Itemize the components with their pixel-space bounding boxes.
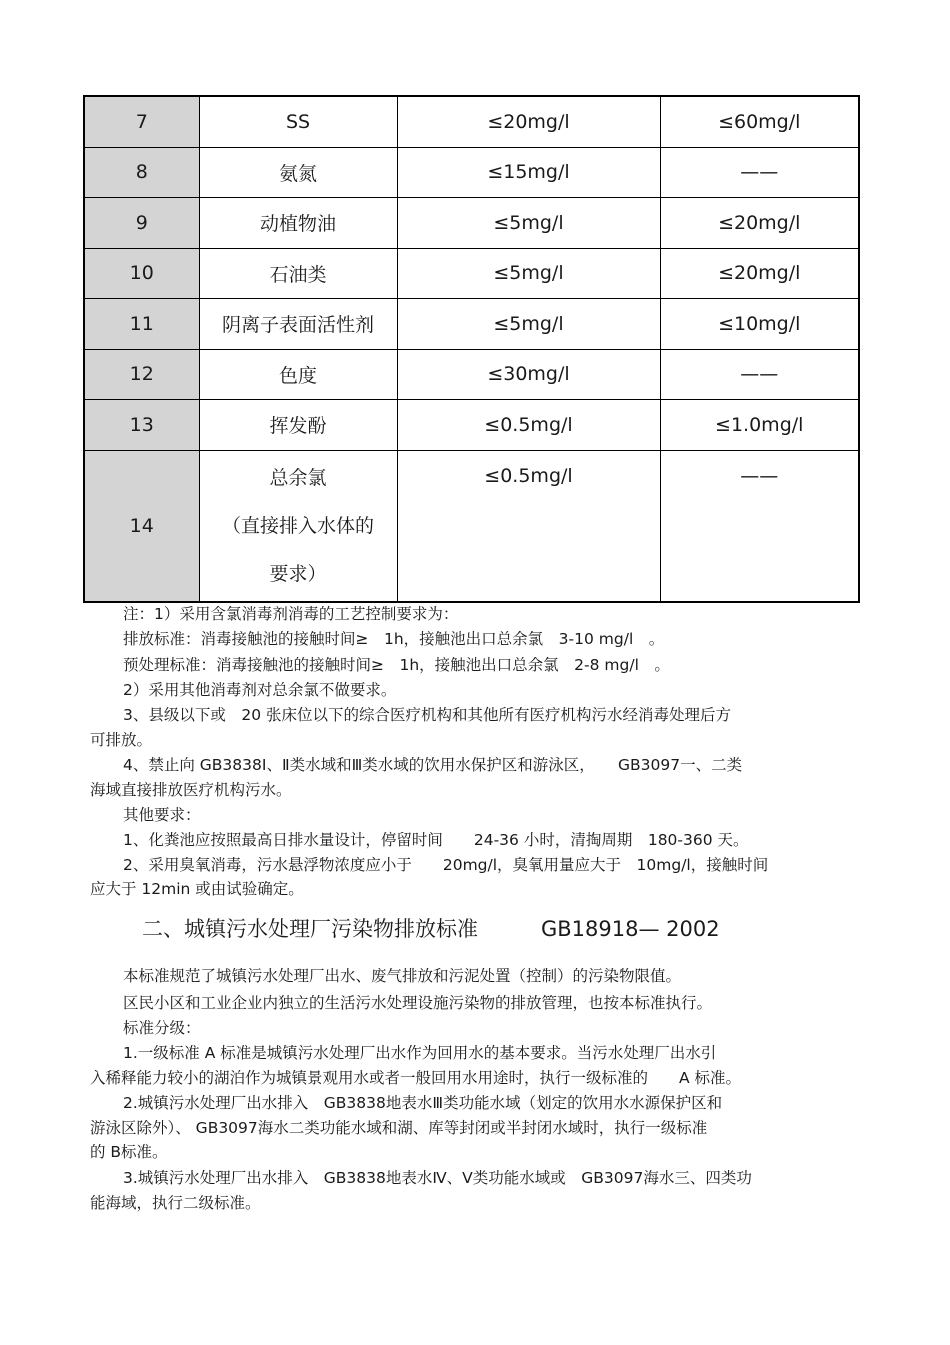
limit-value-1: ≤0.5mg/l — [397, 450, 660, 602]
pollutant-name: 石油类 — [199, 248, 397, 299]
table-row — [84, 248, 859, 299]
section-line: 3.城镇污水处理厂出水排入 GB3838地表水Ⅳ、Ⅴ类功能水域或 GB3097海水三、四类功 — [123, 1169, 752, 1187]
section-line: 区民小区和工业企业内独立的生活污水处理设施污染物的排放管理，也按本标准执行。 — [123, 994, 713, 1012]
table-row — [84, 198, 859, 249]
section-heading: 二、城镇污水处理厂污染物排放标准 GB18918— 2002 — [142, 917, 720, 941]
row-number: 11 — [84, 299, 199, 350]
limit-value-1: ≤5mg/l — [397, 198, 660, 249]
table-row — [84, 96, 859, 147]
section-line: 标准分级： — [123, 1019, 201, 1037]
row-number: 7 — [84, 96, 199, 147]
table-row — [84, 299, 859, 350]
note-line: 应大于 12min 或由试验确定。 — [90, 880, 304, 898]
row-number: 8 — [84, 147, 199, 198]
note-line: 2、采用臭氧消毒，污水悬浮物浓度应小于 20mg/l，臭氧用量应大于 10mg/l，接触时间 — [123, 856, 769, 874]
table-row — [84, 400, 859, 451]
limit-value-2: ≤1.0mg/l — [660, 400, 859, 451]
note-line: 其他要求： — [123, 806, 201, 824]
limit-value-2: ≤20mg/l — [660, 248, 859, 299]
note-line: 1、化粪池应按照最高日排水量设计，停留时间 24-36 小时，清掏周期 180-360 天。 — [123, 831, 749, 849]
pollutant-name: 氨氮 — [199, 147, 397, 198]
note-line: 4、禁止向 GB3838Ⅰ、Ⅱ类水域和Ⅲ类水域的饮用水保护区和游泳区， GB3097一、二类 — [123, 756, 743, 774]
row-number: 13 — [84, 400, 199, 451]
table-row — [84, 147, 859, 198]
pollutant-name-line: 总余氯 — [269, 466, 327, 489]
limit-value-2: —— — [660, 349, 859, 400]
section-line: 能海域，执行二级标准。 — [90, 1194, 261, 1212]
section-line: 游泳区除外）、 GB3097海水二类功能水域和湖、库等封闭或半封闭水域时，执行一级标准 — [90, 1119, 708, 1137]
row-number: 9 — [84, 198, 199, 249]
limit-value-2: ≤60mg/l — [660, 96, 859, 147]
note-line: 2）采用其他消毒剂对总余氯不做要求。 — [123, 681, 397, 699]
pollutant-name — [199, 450, 397, 602]
pollutant-limits-table — [83, 95, 860, 603]
limit-value-1: ≤5mg/l — [397, 299, 660, 350]
row-number: 12 — [84, 349, 199, 400]
section-line: 1.一级标准 A 标准是城镇污水处理厂出水作为回用水的基本要求。当污水处理厂出水引 — [123, 1044, 717, 1062]
limit-value-1: ≤5mg/l — [397, 248, 660, 299]
section-line: 2.城镇污水处理厂出水排入 GB3838地表水Ⅲ类功能水域（划定的饮用水水源保护区和 — [123, 1094, 723, 1112]
limit-value-2: ≤10mg/l — [660, 299, 859, 350]
note-line: 可排放。 — [90, 731, 153, 749]
limit-value-2: —— — [660, 450, 859, 602]
limit-value-1: ≤15mg/l — [397, 147, 660, 198]
limit-value-2: —— — [660, 147, 859, 198]
limit-value-1: ≤30mg/l — [397, 349, 660, 400]
section-line: 的 B标准。 — [90, 1143, 168, 1161]
pollutant-name-line: 要求） — [269, 562, 327, 585]
table-row — [84, 349, 859, 400]
pollutant-name: 动植物油 — [199, 198, 397, 249]
pollutant-name: 色度 — [199, 349, 397, 400]
pollutant-name: 挥发酚 — [199, 400, 397, 451]
section-line: 入稀释能力较小的湖泊作为城镇景观用水或者一般回用水用途时，执行一级标准的 A 标准。 — [90, 1069, 742, 1087]
table-row — [84, 450, 859, 602]
note-line: 3、县级以下或 20 张床位以下的综合医疗机构和其他所有医疗机构污水经消毒处理后方 — [123, 706, 732, 724]
limit-value-1: ≤20mg/l — [397, 96, 660, 147]
note-line: 预处理标准：消毒接触池的接触时间≥ 1h，接触池出口总余氯 2-8 mg/l 。 — [123, 656, 670, 674]
note-line: 注：1）采用含氯消毒剂消毒的工艺控制要求为： — [123, 605, 459, 623]
section-line: 本标准规范了城镇污水处理厂出水、废气排放和污泥处置（控制）的污染物限值。 — [123, 967, 682, 985]
pollutant-name: SS — [199, 96, 397, 147]
note-line: 排放标准：消毒接触池的接触时间≥ 1h，接触池出口总余氯 3-10 mg/l 。 — [123, 630, 665, 648]
note-line: 海域直接排放医疗机构污水。 — [90, 781, 292, 799]
limit-value-2: ≤20mg/l — [660, 198, 859, 249]
limit-value-1: ≤0.5mg/l — [397, 400, 660, 451]
row-number: 14 — [84, 450, 199, 602]
row-number: 10 — [84, 248, 199, 299]
pollutant-name-line: （直接排入水体的 — [221, 514, 374, 537]
pollutant-name: 阴离子表面活性剂 — [199, 299, 397, 350]
